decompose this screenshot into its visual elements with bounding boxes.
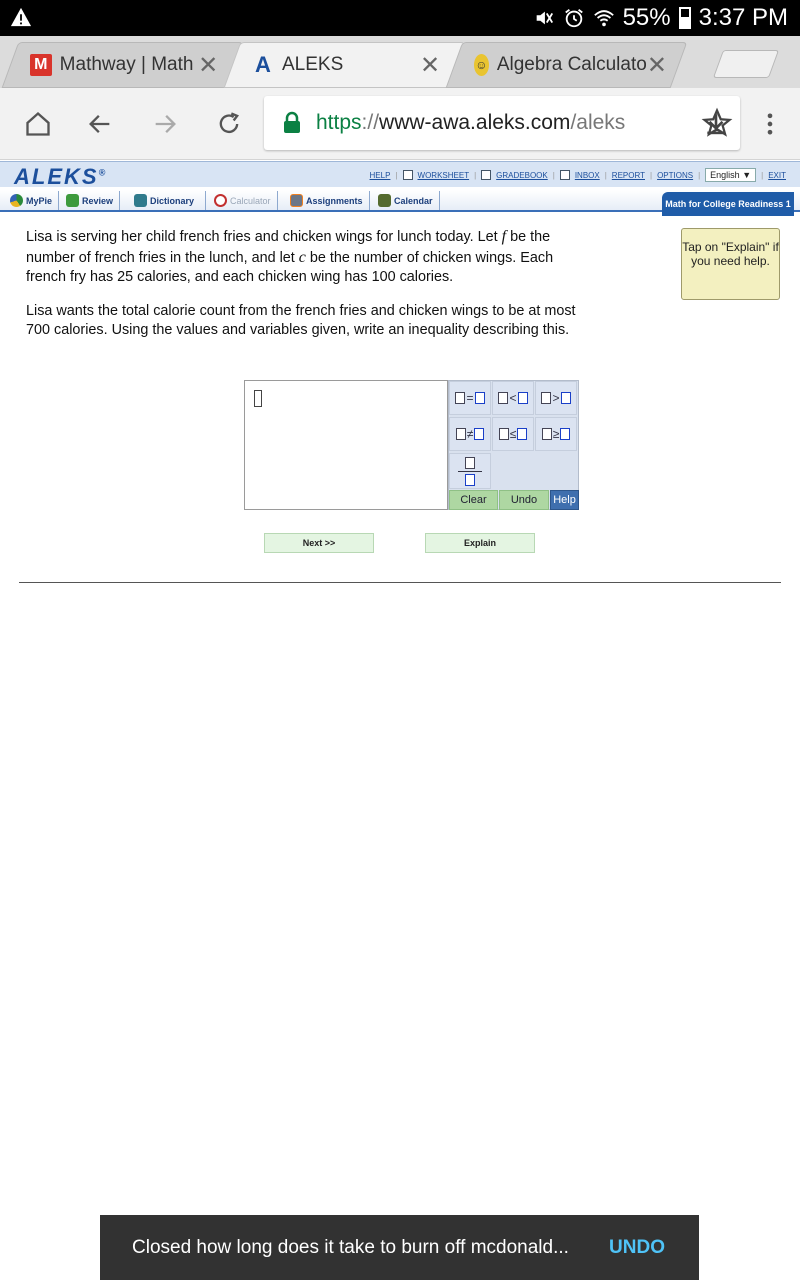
help-button[interactable]: Help <box>550 490 579 510</box>
back-arrow-icon <box>86 110 114 138</box>
worksheet-icon <box>403 170 413 180</box>
inbox-link[interactable]: INBOX <box>574 170 600 180</box>
back-button[interactable] <box>84 108 116 140</box>
help-link[interactable]: HELP <box>369 170 391 180</box>
calendar-icon <box>378 194 391 207</box>
close-tab-icon[interactable]: ✕ <box>419 51 441 79</box>
snackbar-undo-button[interactable]: UNDO <box>609 1236 665 1258</box>
checkmark-icon <box>66 194 79 207</box>
nav-assignments[interactable]: Assignments <box>284 191 370 210</box>
chevron-down-icon: ▼ <box>742 170 752 180</box>
address-bar[interactable] <box>264 96 740 150</box>
status-bar <box>0 0 800 36</box>
nav-dictionary[interactable]: Dictionary <box>124 191 206 210</box>
reload-button[interactable] <box>213 108 245 140</box>
aleks-logo: ALEKS® <box>14 164 108 189</box>
book-icon <box>134 194 147 207</box>
next-button[interactable]: Next >> <box>264 533 374 553</box>
snackbar-message: Closed how long does it take to burn off mcdonald... <box>132 1236 569 1258</box>
calculator-face-favicon-icon: ☺ <box>474 54 489 76</box>
divider <box>19 582 781 583</box>
pie-chart-icon <box>10 194 23 207</box>
undo-button[interactable]: Undo <box>499 490 549 510</box>
download-button[interactable] <box>700 108 732 140</box>
not-equal-template-button[interactable]: ≠ <box>449 417 491 451</box>
snackbar <box>100 1215 699 1280</box>
variable-f: f <box>501 228 507 245</box>
tab-title: Mathway | Math <box>59 54 194 75</box>
less-equal-template-button[interactable]: ≤ <box>492 417 534 451</box>
greater-than-template-button[interactable]: > <box>535 381 577 415</box>
fraction-template-button[interactable] <box>449 453 491 489</box>
clock: 3:37 PM <box>698 4 788 31</box>
report-link[interactable]: REPORT <box>611 170 645 180</box>
menu-button[interactable] <box>754 108 786 140</box>
answer-input[interactable] <box>244 380 448 510</box>
more-vert-icon <box>756 110 784 138</box>
worksheet-link[interactable]: WORKSHEET <box>417 170 470 180</box>
options-link[interactable]: OPTIONS <box>657 170 694 180</box>
reload-icon <box>215 110 243 138</box>
tab-strip <box>0 36 800 88</box>
nav-calendar[interactable]: Calendar <box>372 191 440 210</box>
prohibited-icon <box>214 194 227 207</box>
home-button[interactable] <box>22 108 54 140</box>
tab-aleks[interactable] <box>232 42 457 88</box>
question-paragraph-2: Lisa wants the total calorie count from the french fries and chicken wings to be at most 700 calories. Using the values and variables given, write an inequality describing this. <box>26 302 576 338</box>
explain-hint-box: Tap on "Explain" if you need help. <box>681 228 780 300</box>
language-select[interactable]: English ▼ <box>705 168 756 182</box>
course-title: Math for College Readiness 1 <box>662 192 794 216</box>
input-cursor <box>254 390 262 407</box>
mathway-favicon-icon: M <box>30 54 52 76</box>
top-links: HELP | WORKSHEET | GRADEBOOK | INBOX | REPORT | OPTIONS | English ▼ | EXIT <box>369 170 786 180</box>
mute-icon <box>533 7 555 29</box>
home-icon <box>24 110 52 138</box>
equals-template-button[interactable]: = <box>449 381 491 415</box>
alarm-icon <box>563 7 585 29</box>
url-text: https://www-awa.aleks.com/aleks <box>316 111 626 134</box>
question-text <box>26 227 586 355</box>
warning-icon <box>10 6 32 28</box>
clear-button[interactable]: Clear <box>449 490 498 510</box>
assignment-clipboard-icon <box>290 194 303 207</box>
wifi-icon <box>593 7 615 29</box>
tab-title: ALEKS <box>282 54 344 75</box>
less-than-template-button[interactable]: < <box>492 381 534 415</box>
gradebook-icon <box>481 170 491 180</box>
gradebook-link[interactable]: GRADEBOOK <box>496 170 548 180</box>
nav-review[interactable]: Review <box>60 191 120 210</box>
lock-icon <box>282 112 302 134</box>
forward-arrow-icon <box>151 110 179 138</box>
tab-algebra-calculator[interactable] <box>454 42 679 88</box>
close-tab-icon[interactable]: ✕ <box>646 51 667 79</box>
question-paragraph-1: Lisa is serving her child french fries and chicken wings for lunch today. Let f be the number of french fries in the lunch, and let c be the number of chicken wings. Each french fry has 25 calories, and each chicken wing has 100 calories. <box>26 228 554 285</box>
nav-mypie[interactable]: MyPie <box>4 191 59 210</box>
battery-percent: 55% <box>622 4 671 31</box>
aleks-favicon-icon: A <box>255 52 271 77</box>
browser-toolbar <box>0 88 800 160</box>
aleks-header <box>0 161 800 187</box>
explain-button[interactable]: Explain <box>425 533 535 553</box>
close-tab-icon[interactable]: ✕ <box>198 51 219 79</box>
new-tab-button[interactable] <box>713 50 779 78</box>
tab-title: Algebra Calculato <box>496 54 647 75</box>
battery-icon <box>679 7 691 29</box>
variable-c: c <box>298 248 306 266</box>
greater-equal-template-button[interactable]: ≥ <box>535 417 577 451</box>
download-icon <box>703 111 729 137</box>
status-indicators <box>533 0 788 36</box>
exit-link[interactable]: EXIT <box>768 170 786 180</box>
inbox-envelope-icon <box>560 170 570 180</box>
tab-mathway[interactable] <box>10 42 235 88</box>
nav-calculator[interactable]: Calculator <box>208 191 278 210</box>
forward-button[interactable] <box>149 108 181 140</box>
